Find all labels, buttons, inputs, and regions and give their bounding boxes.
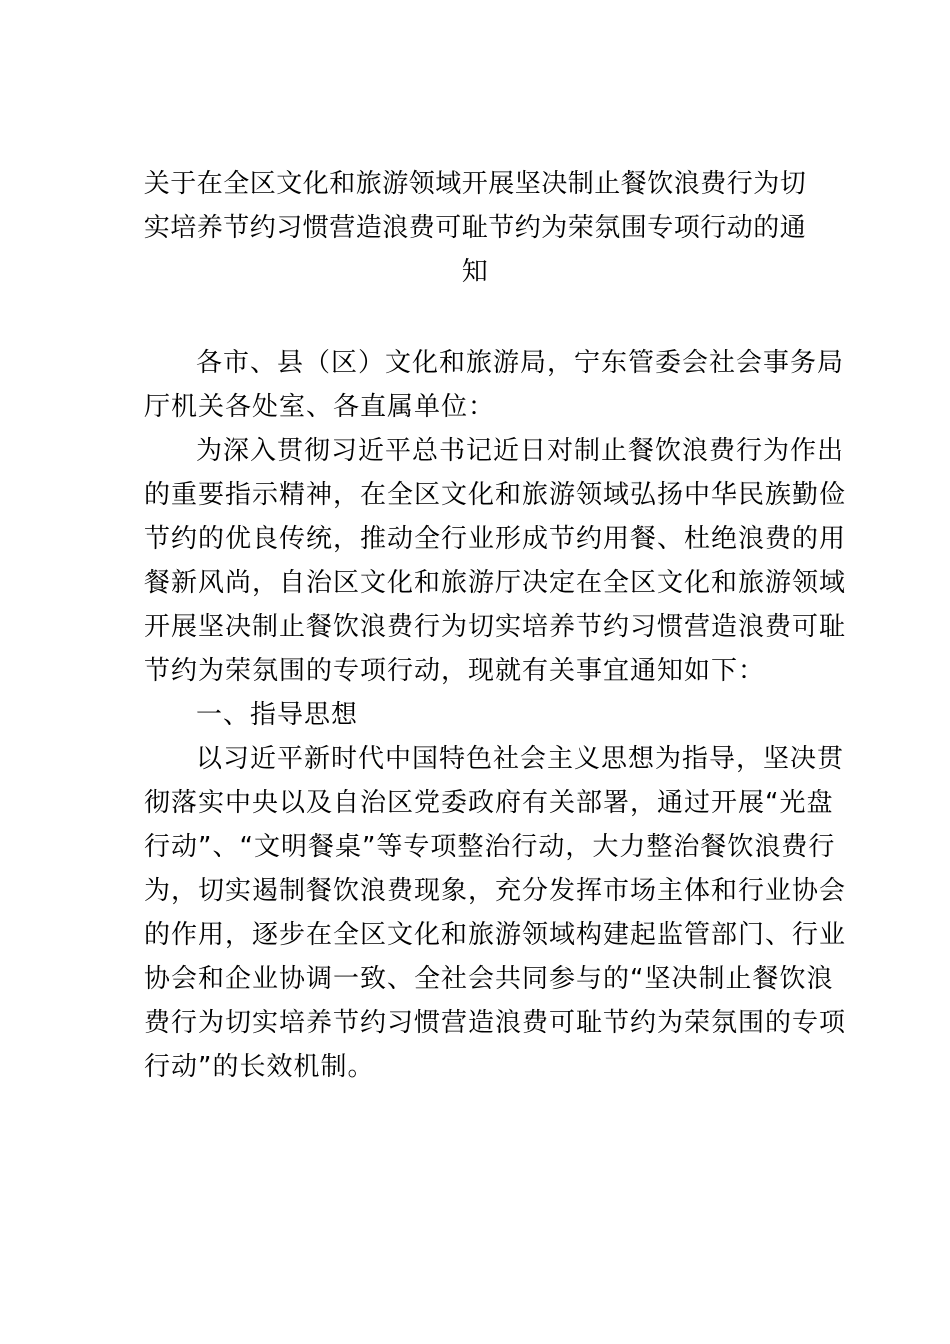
salutation bbox=[144, 341, 845, 429]
paragraph-guiding-thought bbox=[144, 737, 847, 1089]
salutation-line: 厅机关各处室、各直属单位： bbox=[144, 392, 496, 422]
title-line: 知 bbox=[461, 257, 489, 287]
title-line: 关于在全区文化和旅游领域开展坚决制止餐饮浪费行为切 bbox=[143, 169, 807, 199]
paragraph-line: 为，切实遏制餐饮浪费现象，充分发挥市场主体和行业协会 bbox=[144, 876, 847, 906]
paragraph-line: 行动”的长效机制。 bbox=[144, 1052, 375, 1082]
document-body bbox=[144, 341, 847, 1089]
paragraph-line: 开展坚决制止餐饮浪费行为切实培养节约习惯营造浪费可耻 bbox=[144, 612, 847, 642]
paragraph-line: 的重要指示精神，在全区文化和旅游领域弘扬中华民族勤俭 bbox=[144, 480, 847, 510]
paragraph-line: 节约的优良传统，推动全行业形成节约用餐、杜绝浪费的用 bbox=[144, 524, 847, 554]
paragraph-line: 餐新风尚，自治区文化和旅游厅决定在全区文化和旅游领域 bbox=[144, 568, 847, 598]
paragraph-line: 为深入贯彻习近平总书记近日对制止餐饮浪费行为作出 bbox=[196, 436, 845, 466]
title-line: 实培养节约习惯营造浪费可耻节约为荣氛围专项行动的通 bbox=[143, 213, 807, 243]
paragraph-line: 的作用，逐步在全区文化和旅游领域构建起监管部门、行业 bbox=[144, 920, 847, 950]
paragraph-line: 彻落实中央以及自治区党委政府有关部署，通过开展“光盘 bbox=[144, 788, 834, 818]
salutation-line: 各市、县（区）文化和旅游局，宁东管委会社会事务局 bbox=[196, 348, 845, 378]
document-title bbox=[140, 162, 810, 294]
paragraph-line: 费行为切实培养节约习惯营造浪费可耻节约为荣氛围的专项 bbox=[144, 1008, 847, 1038]
paragraph-line: 协会和企业协调一致、全社会共同参与的“坚决制止餐饮浪 bbox=[144, 964, 834, 994]
paragraph-intro bbox=[144, 429, 847, 693]
paragraph-line: 以习近平新时代中国特色社会主义思想为指导，坚决贯 bbox=[196, 744, 845, 774]
paragraph-line: 行动”、“文明餐桌”等专项整治行动，大力整治餐饮浪费行 bbox=[144, 832, 836, 862]
section-heading: 一、指导思想 bbox=[196, 700, 359, 730]
paragraph-line: 节约为荣氛围的专项行动，现就有关事宜通知如下： bbox=[144, 656, 766, 686]
